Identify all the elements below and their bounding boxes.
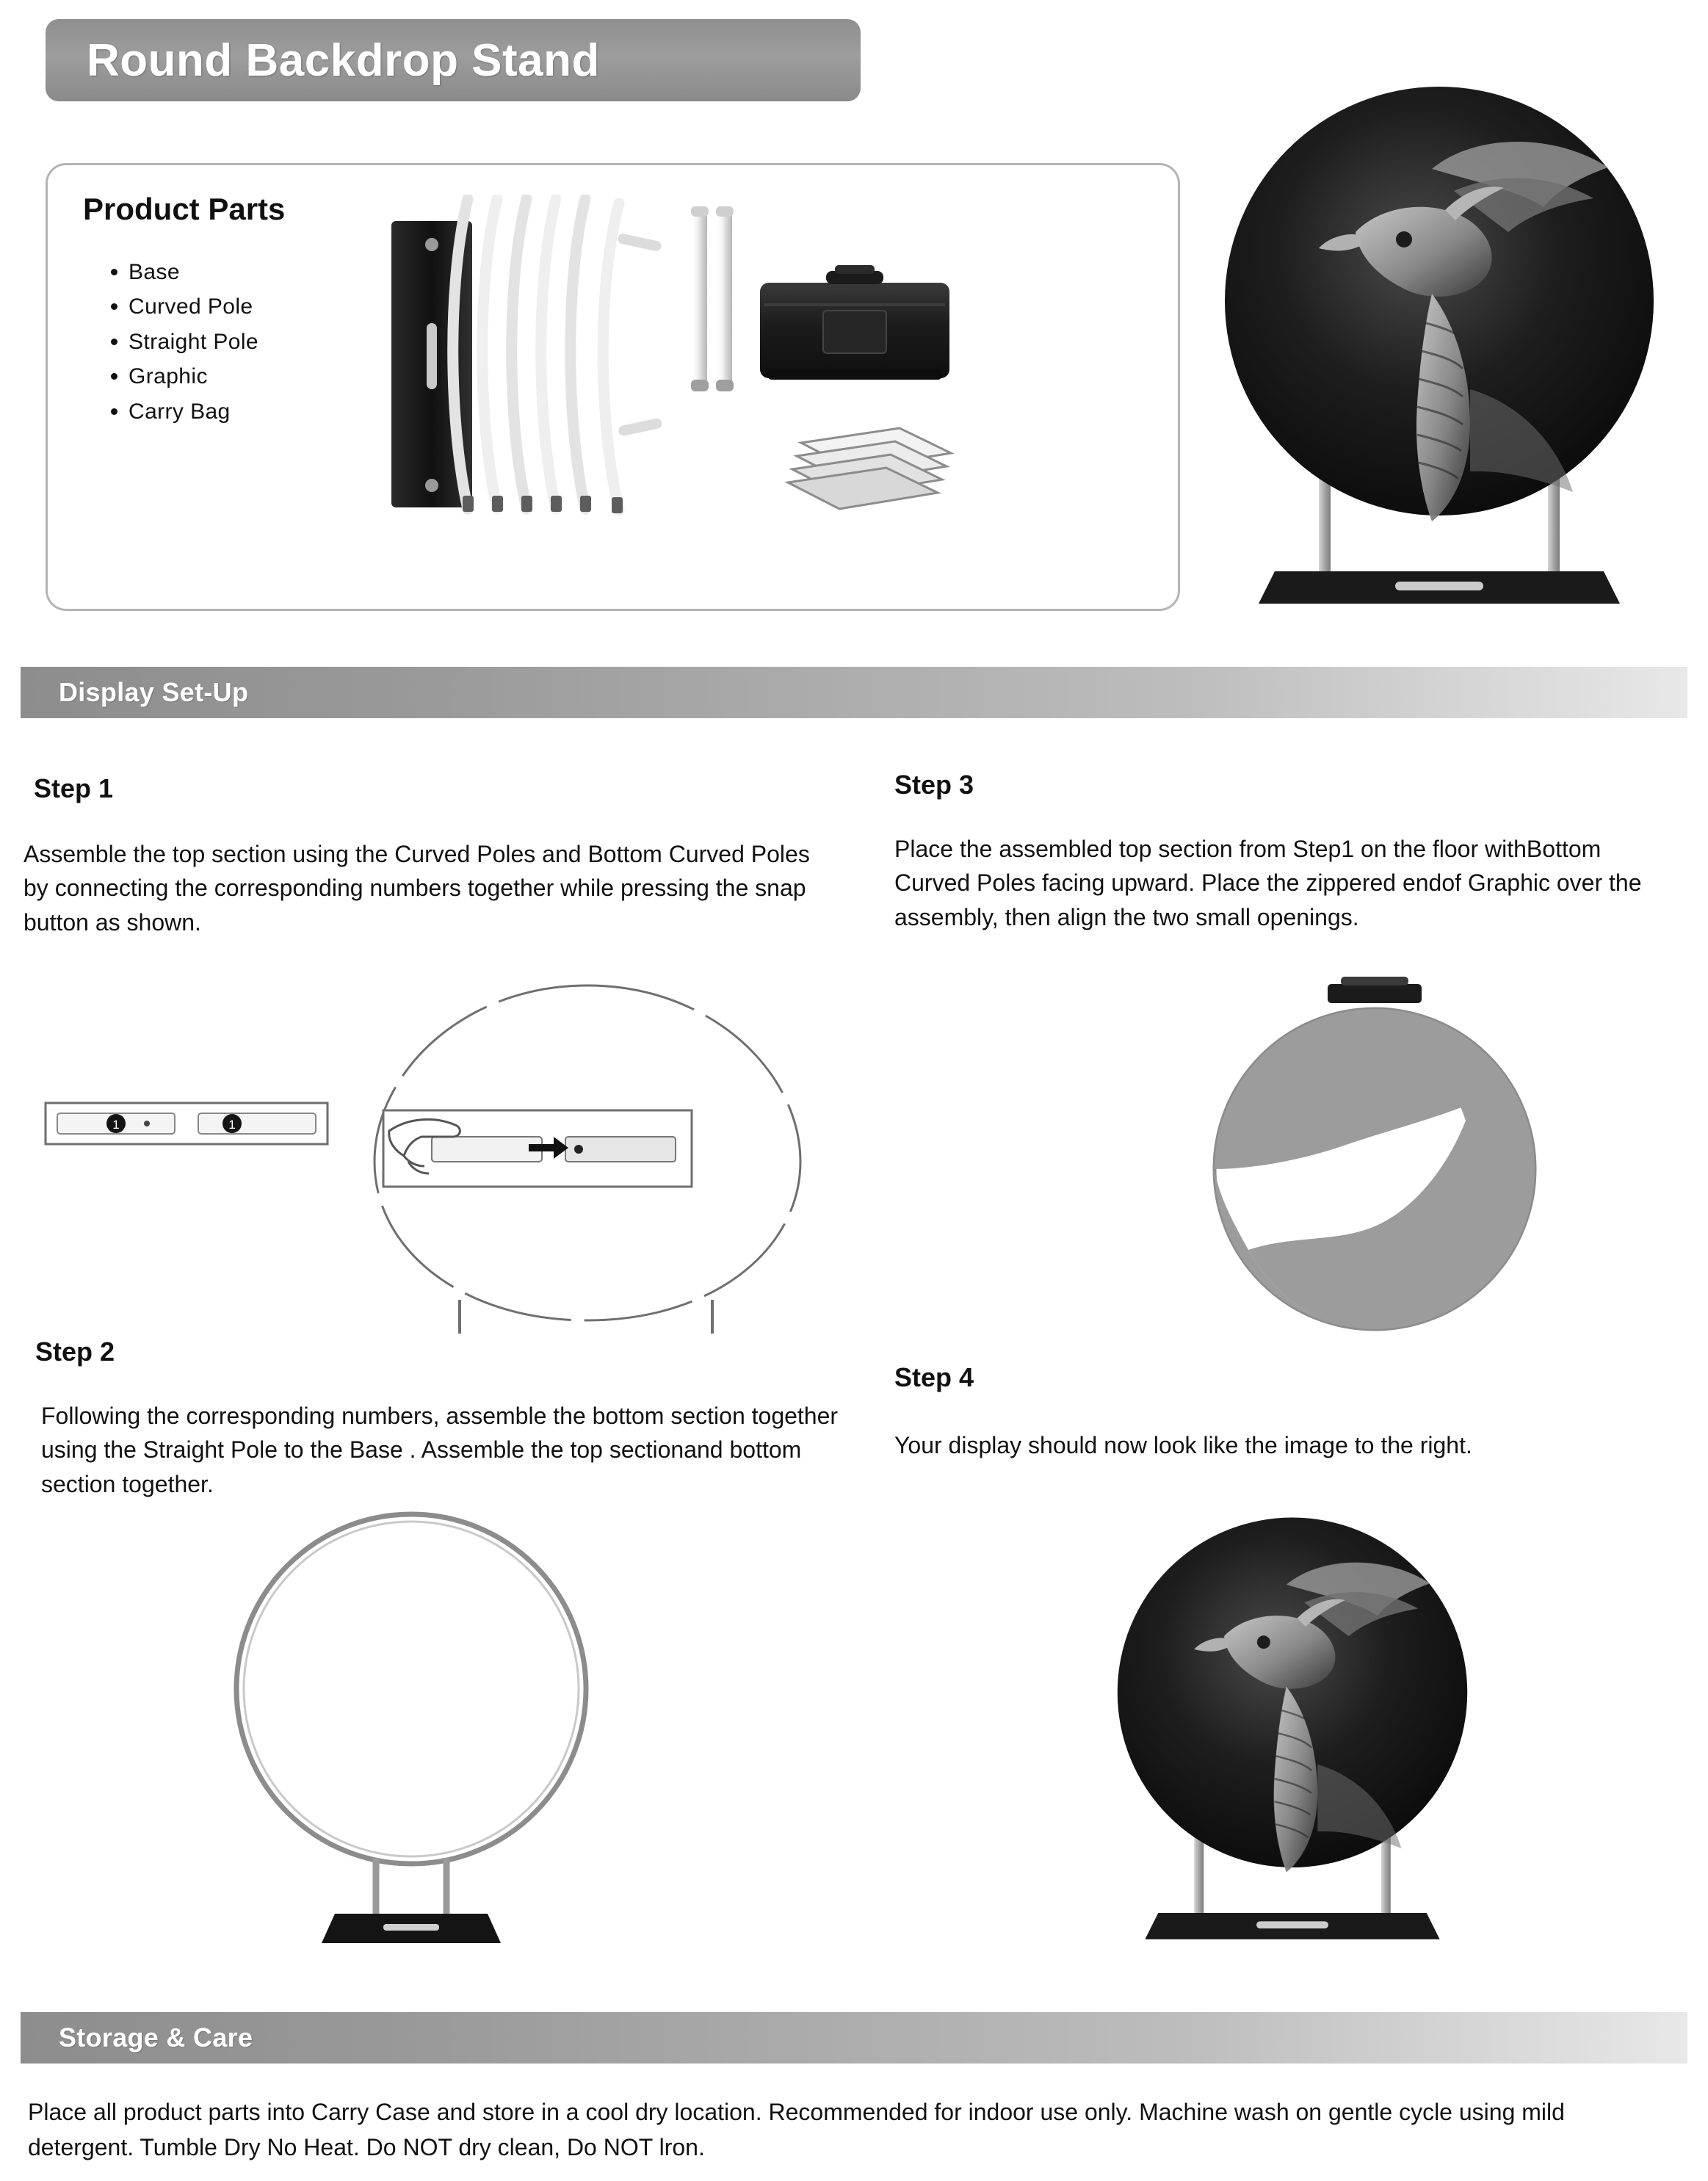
step-2-illustration <box>184 1505 639 1961</box>
step-1-pole-number-detail <box>44 1087 330 1160</box>
storage-care-text: Place all product parts into Carry Case and store in a cool dry location. Recommended for indoor use only. Machine wash on gentle cycle using mild detergent. Tumble Dry No Heat. Do NOT dry clean, Do NOT lron. <box>28 2099 1565 2160</box>
step-3-illustration <box>1204 977 1557 1344</box>
section-header-display-setup <box>21 667 1687 718</box>
carry-bag-part-icon <box>760 265 949 380</box>
step-1-title: Step 1 <box>34 773 114 803</box>
step-2-text: Following the corresponding numbers, assemble the bottom section together using the Straight Pole to the Base . Assemble the top sectionand bottom section together. <box>41 1403 839 1497</box>
pole-tip-icon <box>463 496 623 513</box>
step-3-title: Step 3 <box>894 770 974 800</box>
section-label: Storage & Care <box>59 2022 253 2052</box>
assembled-display-hero-image <box>1212 81 1667 639</box>
step-2-title: Step 2 <box>35 1337 115 1367</box>
step-4-assembled-display-image <box>1101 1513 1483 1968</box>
list-item: Straight Pole <box>106 325 258 359</box>
page-title: Round Backdrop Stand <box>87 35 600 86</box>
step-1-text: Assemble the top section using the Curved Poles and Bottom Curved Poles by connecting the corresponding numbers together while pressing the snap button as shown. <box>23 841 810 936</box>
step-4-title: Step 4 <box>894 1362 974 1392</box>
product-parts-panel <box>46 163 1180 611</box>
pole-number-right: 1 <box>228 1118 236 1132</box>
list-item: Carry Bag <box>106 394 258 429</box>
section-label: Display Set-Up <box>59 677 249 707</box>
curved-pole-connector-icon <box>617 233 663 437</box>
curved-pole-part-icon <box>453 199 619 510</box>
document-title-banner <box>46 19 861 101</box>
straight-pole-part-icon <box>691 206 734 391</box>
step-4-text: Your display should now look like the image to the right. <box>894 1432 1472 1458</box>
step-1-illustration <box>345 977 830 1337</box>
pole-number-left: 1 <box>112 1118 120 1132</box>
product-parts-heading: Product Parts <box>83 192 286 226</box>
section-header-storage-care <box>21 2012 1687 2064</box>
list-item: Graphic <box>106 359 258 394</box>
list-item: Curved Pole <box>106 289 258 324</box>
list-item: Base <box>106 255 258 289</box>
product-parts-list <box>106 255 258 429</box>
step-3-text: Place the assembled top section from Step1 on the floor withBottom Curved Poles facing upward. Place the zippered endof Graphic over the assembly, then align the two small openings. <box>894 836 1642 930</box>
graphic-part-icon <box>788 428 951 509</box>
product-parts-illustration <box>386 195 1164 591</box>
